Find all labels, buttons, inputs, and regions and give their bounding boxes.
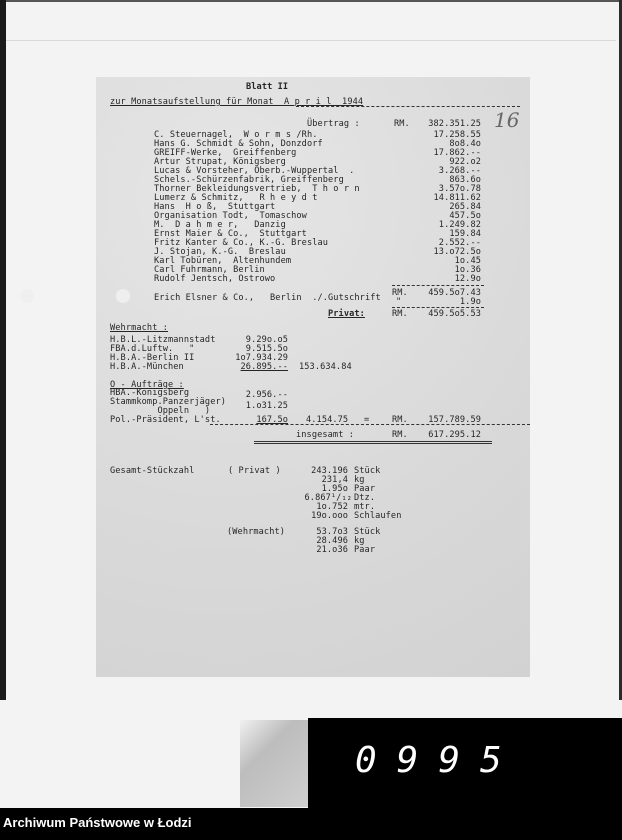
- document-page: [96, 77, 530, 677]
- entry-name: C. Steuernagel, W o r m s /Rh.: [154, 130, 318, 140]
- frame-counter: 0995: [355, 740, 522, 781]
- credit-entry-name: Erich Elsner & Co., Berlin ./.Gutschrift: [154, 293, 381, 303]
- entry-amount: 1o.36: [454, 265, 481, 275]
- subtitle-rule: [296, 106, 520, 107]
- o-order-entry-amount: 167.5o: [256, 415, 288, 425]
- entry-name: Lucas & Vorsteher, Oberb.-Wuppertal .: [154, 166, 355, 176]
- count-qty: 28.496: [316, 536, 348, 546]
- count-unit: Schlaufen: [354, 511, 402, 521]
- report-subtitle: zur Monatsaufstellung für Monat A p r i l 1944: [110, 97, 364, 107]
- count-unit: Paar: [354, 484, 376, 494]
- subtotal-amount: 459.5o7.43: [428, 288, 481, 298]
- credit-rule: [392, 307, 484, 308]
- entry-name: J. Stojan, K.-G. Breslau: [154, 247, 286, 257]
- entry-amount: 2.552.--: [438, 238, 481, 248]
- entry-name: Organisation Todt, Tomaschow: [154, 211, 307, 221]
- entry-amount: 1o.45: [454, 256, 481, 266]
- counter-shadow: [240, 720, 310, 807]
- count-qty: 6.867¹/₁₂: [304, 493, 352, 503]
- subtotal-rule: [392, 285, 484, 286]
- grand-total-currency: RM.: [392, 430, 408, 440]
- wehrmacht-entry-amount: 26.895.--: [240, 362, 288, 372]
- count-unit: kg: [354, 536, 365, 546]
- count-qty: 19o.ooo: [311, 511, 348, 521]
- private-total-currency: RM.: [392, 309, 408, 319]
- entry-name: Rudolf Jentsch, Ostrowo: [154, 274, 276, 284]
- entry-amount: 14.811.62: [433, 193, 481, 203]
- count-unit: Dtz.: [354, 493, 376, 503]
- carry-over-amount: 382.351.25: [428, 119, 481, 129]
- grand-total-double-rule: [254, 441, 492, 444]
- wehrmacht-heading: Wehrmacht :: [110, 323, 169, 333]
- entry-amount: 8o8.4o: [449, 139, 481, 149]
- wehrmacht-total: 153.634.84: [299, 362, 352, 372]
- entry-amount: 159.84: [449, 229, 481, 239]
- entry-amount: 17.862.--: [433, 148, 481, 158]
- count-unit: Stück: [354, 527, 381, 537]
- entry-name: Thorner Bekleidungsvertrieb, T h o r n: [154, 184, 360, 194]
- entry-name: Ernst Maier & Co., Stuttgart: [154, 229, 307, 239]
- wehrmacht-count-label: (Wehrmacht): [227, 527, 286, 537]
- o-order-entry-name: Stammkomp.Panzerjäger): [110, 397, 227, 407]
- subtotal-currency: RM.: [392, 288, 408, 298]
- entry-amount: 3.268.--: [438, 166, 481, 176]
- entry-name: GREIFF-Werke, Greiffenberg: [154, 148, 297, 158]
- grand-total-amount: 617.295.12: [428, 430, 481, 440]
- punch-hole: [116, 289, 130, 303]
- o-order-entry-name: Oppeln ): [110, 406, 211, 416]
- credit-amount: 1.9o: [459, 297, 481, 307]
- count-qty: 1.95o: [321, 484, 348, 494]
- wehrmacht-entry-amount: 1o7.934.29: [235, 353, 288, 363]
- entry-amount: 863.6o: [449, 175, 481, 185]
- entry-amount: 17.258.55: [433, 130, 481, 140]
- handwritten-page-number: 16: [494, 108, 520, 132]
- sheet-title: Blatt II: [246, 82, 289, 92]
- entry-name: M. D a h m e r, Danzig: [154, 220, 286, 230]
- o-orders-total: 4.154.75: [306, 415, 349, 425]
- entry-name: Lumerz & Schmitz, R h e y d t: [154, 193, 318, 203]
- entry-amount: 922.o2: [449, 157, 481, 167]
- count-unit: Stück: [354, 466, 381, 476]
- entry-name: Schels.-Schürzenfabrik, Greiffenberg: [154, 175, 344, 185]
- o-order-entry-amount: 1.o31.25: [245, 401, 288, 411]
- entry-amount: 13.o72.5o: [433, 247, 481, 257]
- carry-over-label: Übertrag :: [307, 119, 360, 129]
- wehrmacht-entry-name: H.B.A.-Berlin II: [110, 353, 195, 363]
- count-unit: mtr.: [354, 502, 376, 512]
- archive-name: Archiwum Państwowe w Łodzi: [3, 815, 192, 830]
- credit-ditto: ": [396, 297, 402, 307]
- entry-name: Karl Tobüren, Altenhundem: [154, 256, 292, 266]
- o-orders-heading: O - Aufträge :: [110, 380, 184, 390]
- private-total-label: Privat:: [328, 309, 365, 319]
- wehrmacht-entry-amount: 9.515.5o: [245, 344, 288, 354]
- carry-over-currency: RM.: [394, 119, 410, 129]
- grand-total-label: insgesamt :: [296, 430, 355, 440]
- combined-total: 157.789.59: [428, 415, 481, 425]
- entry-amount: 457.5o: [449, 211, 481, 221]
- entry-amount: 3.57o.78: [438, 184, 481, 194]
- punch-hole: [20, 289, 34, 303]
- combined-currency: RM.: [392, 415, 408, 425]
- count-qty: 53.7o3: [316, 527, 348, 537]
- o-orders-rule: [210, 424, 530, 425]
- count-qty: 21.o36: [316, 545, 348, 555]
- entry-amount: 265.84: [449, 202, 481, 212]
- entry-name: Hans H o ß, Stuttgart: [154, 202, 276, 212]
- entry-amount: 12.9o: [454, 274, 481, 284]
- o-orders-equals: =: [364, 415, 370, 425]
- private-count-label: ( Privat ): [228, 466, 281, 476]
- piece-count-label: Gesamt-Stückzahl: [110, 466, 195, 476]
- count-qty: 231,4: [321, 475, 348, 485]
- entry-name: Carl Fuhrmann, Berlin: [154, 265, 265, 275]
- film-edge-top: [0, 0, 622, 2]
- count-qty: 243.196: [311, 466, 348, 476]
- o-order-entry-name: HBA.-Königsberg: [110, 388, 190, 398]
- count-unit: kg: [354, 475, 365, 485]
- o-order-entry-name: Pol.-Präsident, L'st.: [110, 415, 221, 425]
- count-qty: 1o.752: [316, 502, 348, 512]
- private-total-amount: 459.5o5.53: [428, 309, 481, 319]
- entry-amount: 1.249.82: [438, 220, 481, 230]
- o-order-entry-amount: 2.956.--: [245, 390, 288, 400]
- wehrmacht-entry-amount: 9.29o.o5: [245, 335, 288, 345]
- entry-name: Artur Strupat, Königsberg: [154, 157, 286, 167]
- film-edge-left: [0, 0, 6, 700]
- wehrmacht-entry-name: H.B.A.-München: [110, 362, 184, 372]
- scan-line: [6, 40, 616, 41]
- wehrmacht-entry-name: FBA.d.Luftw. ": [110, 344, 195, 354]
- entry-name: Fritz Kanter & Co., K.-G. Breslau: [154, 238, 329, 248]
- count-unit: Paar: [354, 545, 376, 555]
- wehrmacht-entry-name: H.B.L.-Litzmannstadt: [110, 335, 216, 345]
- entry-name: Hans G. Schmidt & Sohn, Donzdorf: [154, 139, 323, 149]
